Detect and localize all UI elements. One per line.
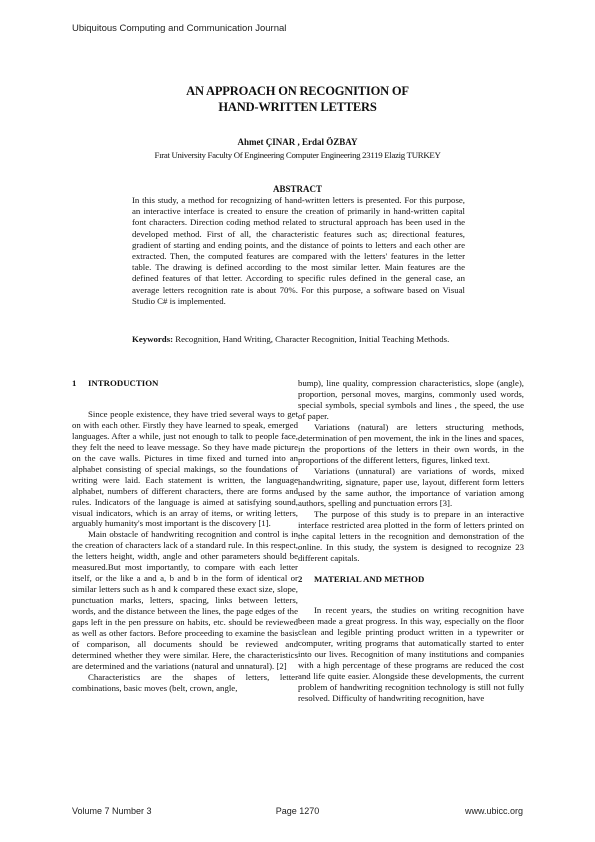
paragraph: Characteristics are the shapes of letters, letter combinations, basic moves (belt, crown, angle,	[72, 671, 298, 693]
footer-page-number: Page 1270	[275, 806, 320, 816]
section-number: 2	[298, 574, 303, 585]
title-line-2: HAND-WRITTEN LETTERS	[218, 100, 377, 114]
spacer	[298, 595, 524, 605]
paragraph: Variations (unnatural) are variations of words, mixed handwriting, signature, paper use, layout, different form letters used by the same author, the importance of variation among authors, spelling and punctuation errors [3].	[298, 465, 524, 509]
authors: Ahmet ÇINAR , Erdal ÖZBAY	[237, 137, 358, 147]
section-heading-introduction	[72, 378, 298, 389]
spacer	[72, 399, 298, 409]
paper-title	[0, 83, 595, 115]
keywords-label: Keywords:	[132, 334, 174, 344]
affiliation: Fırat University Faculty Of Engineering Computer Engineering 23119 Elazig TURKEY	[154, 150, 441, 160]
abstract-heading: ABSTRACT	[272, 184, 322, 194]
section-title: MATERIAL AND METHOD	[314, 574, 425, 585]
left-column	[72, 378, 298, 694]
section-number: 1	[72, 378, 77, 388]
section-title: INTRODUCTION	[88, 378, 159, 388]
right-column	[298, 378, 524, 704]
paragraph: bump), line quality, compression characteristics, slope (angle), proportion, personal moves, margins, commonly used words, special symbols, special symbols and lines , the speed, the use of paper.	[298, 378, 524, 421]
keywords	[132, 334, 465, 346]
paragraph: Variations (natural) are letters structuring methods, determination of pen movement, the ink in the lines and spaces, in the proportions of the letters in their own words, in the proportions of the different letters, figures, linked text.	[298, 421, 524, 465]
paragraph: In recent years, the studies on writing recognition have been made a great progress. In this way, especially on the floor clean and legible printing product written in a typewriter or computer, writing programs that automatically started to enter into our lives. Recognition of many institutions and companies with a high percentage of these programs are reduced the cost and life quite easier. Alongside these developments, the current problem of handwriting recognition technology is still not fully resolved. Difficulty of handwriting recognition, have	[298, 605, 524, 703]
keywords-text: Recognition, Hand Writing, Character Recognition, Initial Teaching Methods.	[173, 334, 450, 344]
footer-volume: Volume 7 Number 3	[72, 806, 152, 816]
paragraph: Since people existence, they have tried several ways to get on with each other. Firstly they have learned to speak, emerged languages. After a while, just not enough to talk to people face, they felt the need to leave message. So they have made picture on the cave walls. Pictures in time fixed and turned into an alphabet consisting of special makings, so the foundations of writing were laid. Each statement is written, the language alphabet, numbers of different characters, there are forms and rules. Indicators of the language is aimed at satisfying sound, visual indicators, which is an array of items, or writing letters, arguably humanity's most important is the discovery [1].	[72, 408, 298, 529]
footer-website: www.ubicc.org	[464, 806, 523, 816]
paragraph: The purpose of this study is to prepare in an interactive interface restricted area plotted in the form of letters printed on the capital letters in the recognition and demonstration of the online. In this study, the system is designed to recognize 23 different capitals.	[298, 509, 524, 564]
section-heading-material-and-method	[298, 574, 524, 585]
paragraph: Main obstacle of handwriting recognition and control is in the creation of characters lack of a standard rule. In this respect, the letters height, width, angle and other parameters should be measured.But most importantly, to compare with each letter itself, or the like a and a, b and b in the form of identical or similar letters such as h and k compared these exact size, slope, punctuation marks, letters, spacing, links between letters, words, and the distance between the lines, the page edges of the gaps left in the pen pressure on habits, etc. should be reviewed as well as other factors. Before proceeding to examine the basis of comparison, all documents should be reviewed and determined whether they were similar. Here, the characteristics are determined and the variations (natural and unnatural). [2]	[72, 529, 298, 671]
abstract-body: In this study, a method for recognizing of hand-written letters is presented. For this purpose, an interactive interface is created to ensure the creation of primarily in hand-written capital font characters. Direction coding method related to structural approach has been used in the developed method. First of all, the characteristic features such as; directional features, gradient of starting and ending points, and the distance of points to letters and each other are extracted. Then, the computed features are compared with the letters' features in the letter table. The drawing is defined according to the most similar letter. Main features are the defined features of that letter. According to specific rules defined in the general case, an average letters recognition rate is about 70%. For this purpose, a software based on Visual Studio C# is implemented.	[132, 195, 465, 306]
journal-header: Ubiquitous Computing and Communication Journal	[72, 23, 287, 34]
spacer	[298, 564, 524, 574]
title-line-1: AN APPROACH ON RECOGNITION OF	[186, 84, 409, 98]
